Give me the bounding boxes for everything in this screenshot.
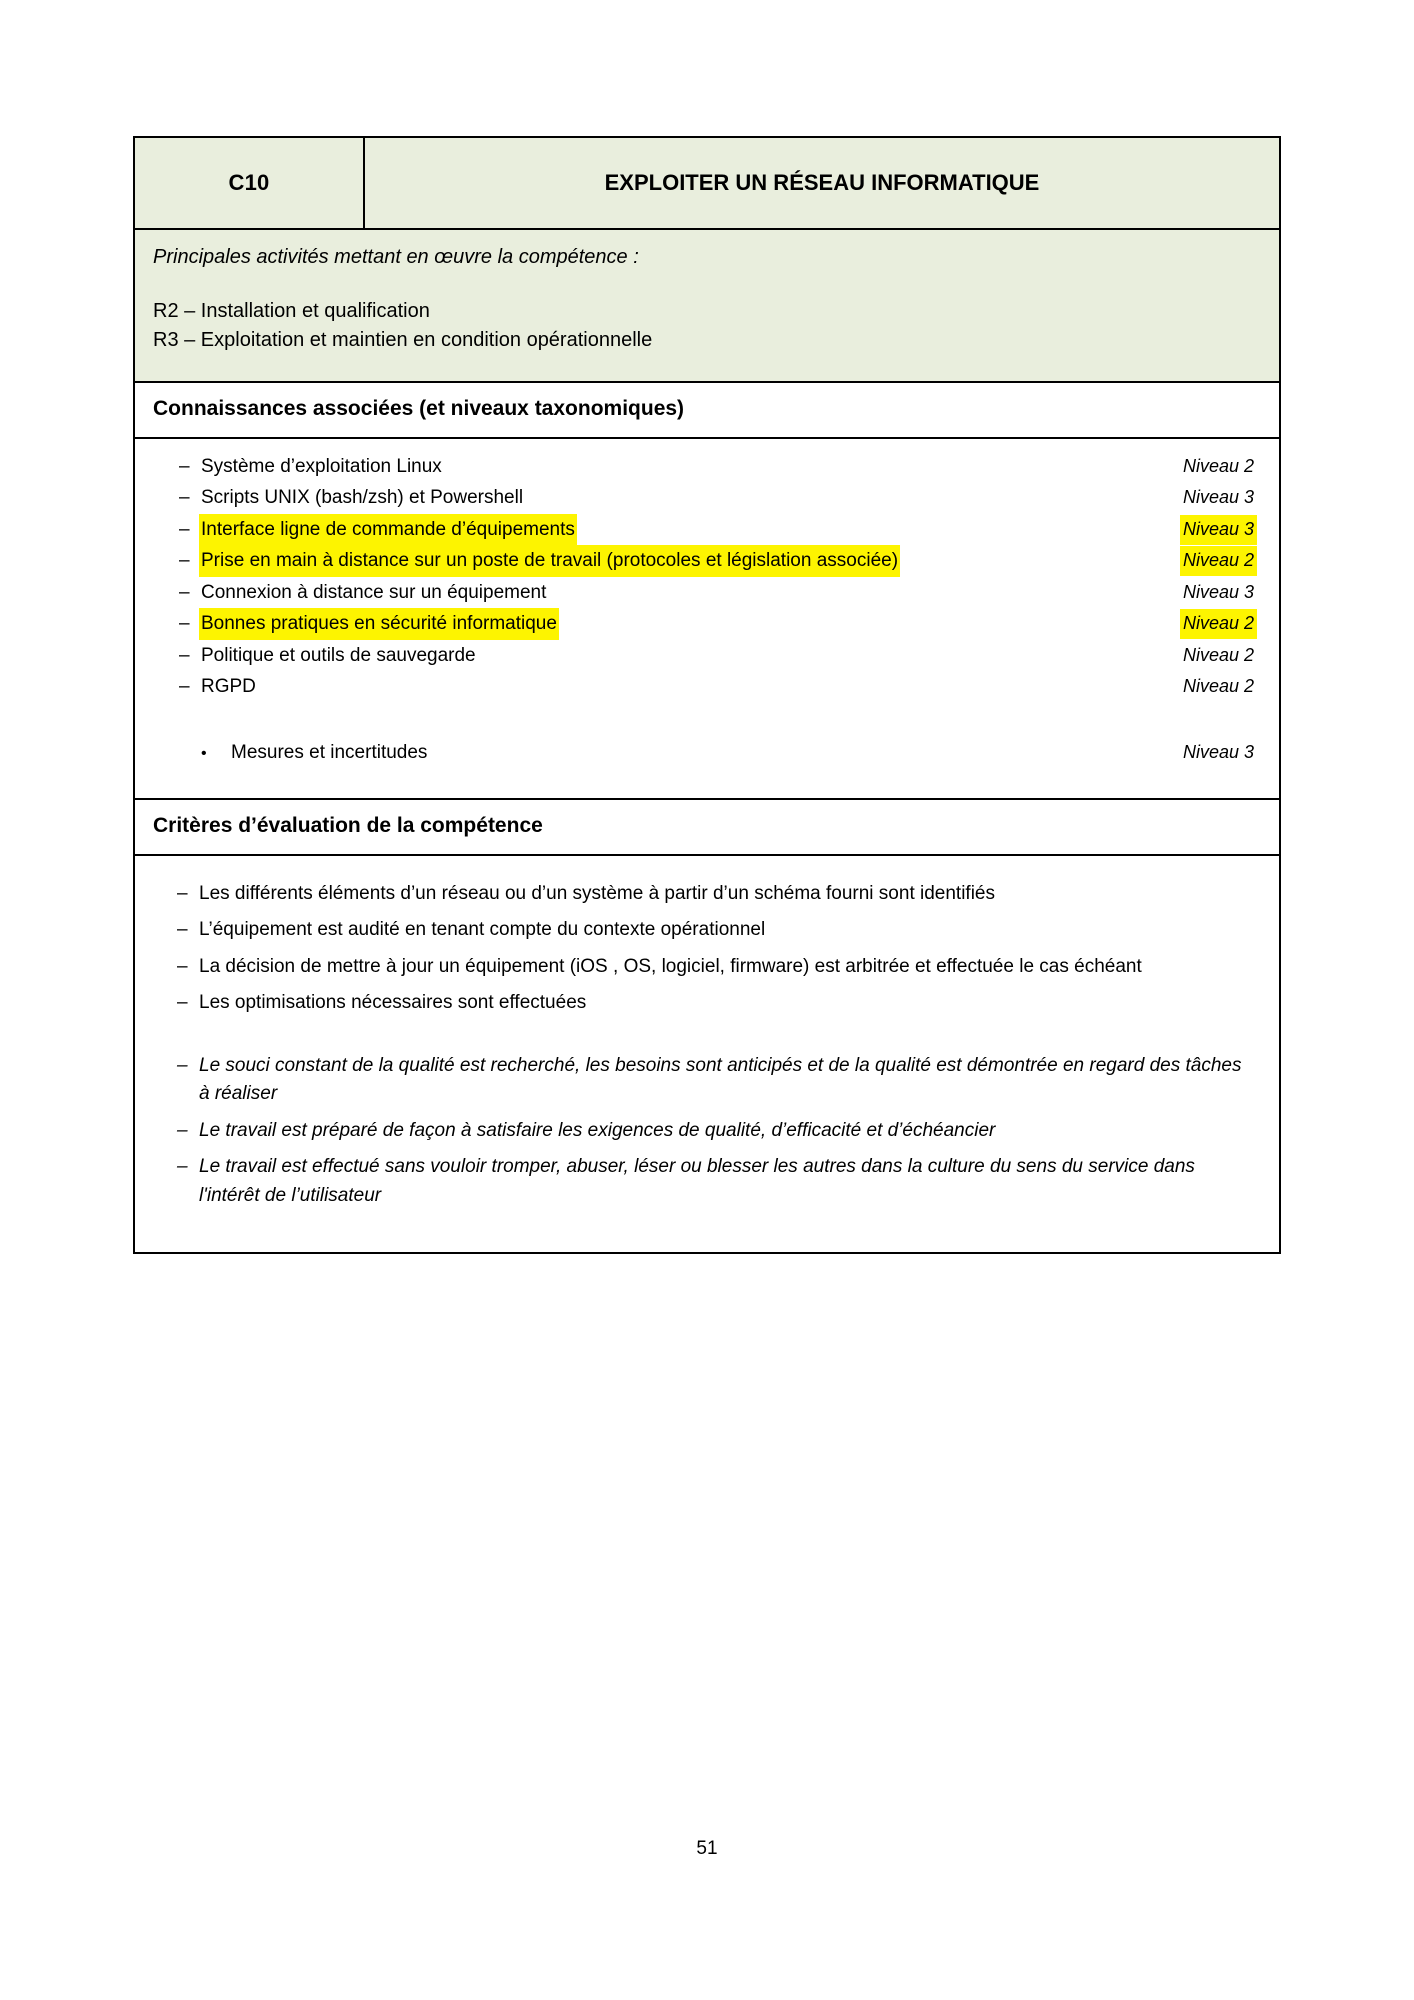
list-dash-marker: – — [177, 955, 188, 977]
list-dash-marker: – — [179, 676, 190, 698]
criteria-item-label: Les optimisations nécessaires sont effectuées — [199, 992, 587, 1014]
activity-line: R3 – Exploitation et maintien en condition opérationnelle — [153, 329, 653, 351]
knowledge-item-label: Système d’exploitation Linux — [201, 456, 442, 477]
knowledge-item-label: Politique et outils de sauvegarde — [201, 644, 476, 666]
criteria-group-separator — [159, 1026, 1255, 1052]
sheet-header — [135, 138, 1279, 230]
list-dash-marker: – — [179, 644, 190, 666]
knowledge-item-label: Scripts UNIX (bash/zsh) et Powershell — [201, 487, 524, 509]
criteria-item — [159, 880, 1255, 909]
list-dash-marker: – — [177, 919, 188, 941]
list-dash-marker: – — [179, 487, 190, 509]
criteria-item-label: Les différents éléments d’un réseau ou d’un système à partir d’un schéma fourni sont identifiés — [199, 882, 995, 904]
activity-line: R2 – Installation et qualification — [153, 300, 430, 322]
criteria-section-title: Critères d’évaluation de la compétence — [135, 800, 1279, 856]
knowledge-item-level: Niveau 2 — [1182, 456, 1254, 476]
knowledge-item — [157, 608, 1257, 639]
criteria-item — [159, 953, 1255, 982]
knowledge-list — [135, 439, 1279, 800]
knowledge-item-level: Niveau 2 — [1180, 609, 1257, 639]
criteria-item-label: Le travail est effectué sans vouloir tromper, abuser, léser ou blesser les autres dans la culture du sens du service dans l'intérêt de l’utilisateur — [199, 1156, 1195, 1206]
knowledge-item-level: Niveau 2 — [1182, 644, 1254, 665]
knowledge-item-label: Connexion à distance sur un équipement — [201, 581, 547, 603]
activities-block — [135, 230, 1279, 383]
competence-title: EXPLOITER UN RÉSEAU INFORMATIQUE — [604, 170, 1040, 195]
criteria-item — [159, 989, 1255, 1018]
knowledge-item-level: Niveau 2 — [1182, 676, 1254, 697]
criteria-item — [159, 1052, 1255, 1109]
criteria-item — [159, 1117, 1255, 1146]
knowledge-item-level: Niveau 3 — [1182, 581, 1254, 602]
list-dash-marker: – — [177, 882, 188, 904]
list-dash-marker: – — [177, 1054, 188, 1076]
criteria-item-label: Le travail est préparé de façon à satisfaire les exigences de qualité, d’efficacité et d’échéancier — [199, 1119, 996, 1141]
knowledge-item-level: Niveau 3 — [1182, 487, 1254, 508]
knowledge-item-level: Niveau 3 — [1180, 515, 1257, 545]
page-number: 51 — [696, 1838, 718, 1859]
list-dash-marker: – — [179, 518, 190, 540]
knowledge-item-level: Niveau 3 — [1182, 741, 1254, 762]
list-dash-marker: – — [177, 1119, 188, 1141]
competence-sheet — [133, 136, 1281, 1254]
criteria-item — [159, 916, 1255, 945]
knowledge-item-label: RGPD — [201, 676, 256, 698]
knowledge-item — [157, 451, 1257, 482]
knowledge-item — [157, 737, 1257, 768]
activities-title: Principales activités mettant en œuvre la compétence : — [153, 246, 639, 268]
list-dash-marker: – — [179, 613, 190, 635]
list-dash-marker: – — [177, 1156, 188, 1178]
criteria-item-label: L’équipement est audité en tenant compte du contexte opérationnel — [199, 919, 766, 941]
knowledge-item — [157, 482, 1257, 513]
knowledge-item — [157, 577, 1257, 608]
knowledge-item — [157, 640, 1257, 671]
knowledge-item-label: Mesures et incertitudes — [231, 741, 428, 763]
list-dash-marker: – — [179, 550, 190, 572]
criteria-list — [135, 856, 1279, 1253]
criteria-item-label: Le souci constant de la qualité est recherché, les besoins sont anticipés et de la qualité est démontrée en regard des tâches à réaliser — [199, 1054, 1242, 1105]
list-dash-marker: – — [179, 581, 190, 603]
list-bullet-marker: • — [201, 744, 207, 762]
list-dash-marker: – — [179, 456, 190, 477]
knowledge-item-label: Interface ligne de commande d’équipements — [199, 514, 577, 545]
criteria-item-label: La décision de mettre à jour un équipement (iOS , OS, logiciel, firmware) est arbitrée et effectuée le cas échéant — [199, 955, 1142, 977]
knowledge-item — [157, 514, 1257, 545]
knowledge-section-title: Connaissances associées (et niveaux taxonomiques) — [135, 383, 1279, 439]
knowledge-item — [157, 671, 1257, 702]
competence-code: C10 — [135, 138, 365, 228]
knowledge-item-label: Bonnes pratiques en sécurité informatique — [199, 608, 559, 639]
knowledge-item-label: Prise en main à distance sur un poste de travail (protocoles et législation associée) — [199, 545, 900, 576]
criteria-item — [159, 1153, 1255, 1210]
list-dash-marker: – — [177, 992, 188, 1014]
knowledge-item-level: Niveau 2 — [1180, 546, 1257, 576]
knowledge-item — [157, 545, 1257, 576]
